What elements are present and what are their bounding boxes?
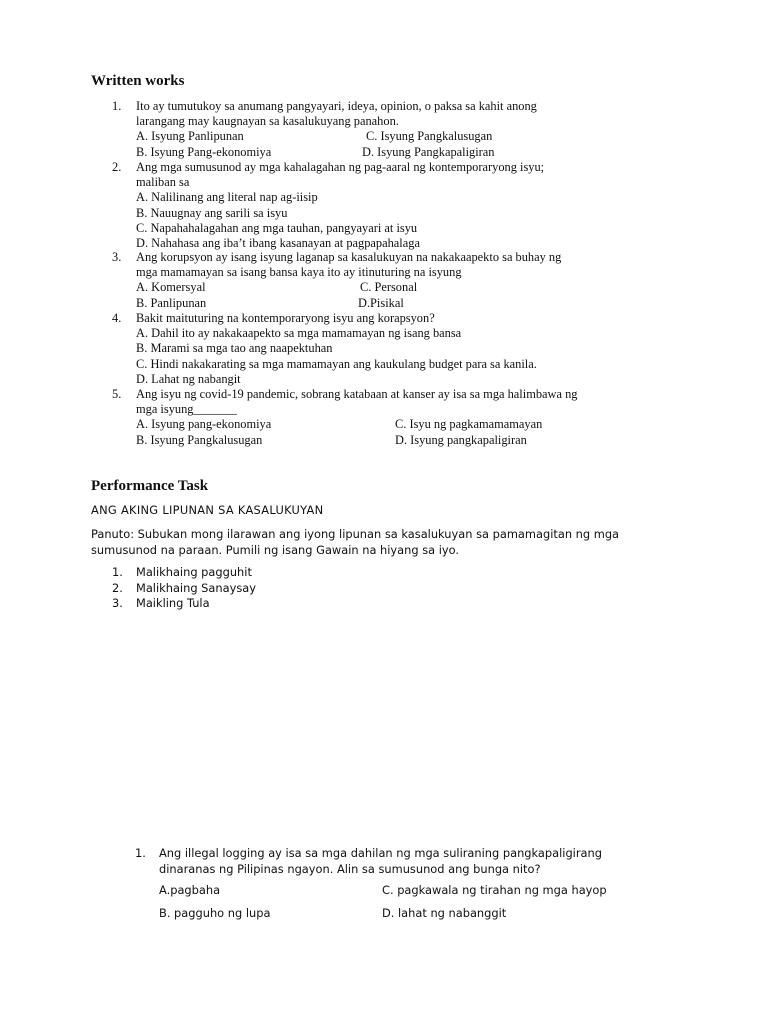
option-a: A.pagbaha (159, 883, 221, 897)
task-number: 1. (112, 565, 123, 579)
panuto-line: sumusunod na paraan. Pumili ng isang Gawain na hiyang sa iyo. (91, 542, 460, 557)
task-text: Malikhaing pagguhit (136, 565, 252, 579)
option-d: D. Isyung pangkapaligiran (395, 432, 527, 447)
option-row (136, 145, 672, 160)
question-3 (112, 250, 672, 311)
list-item (112, 565, 512, 581)
question-stem-line: maliban sa (136, 175, 190, 190)
question-number: 1. (112, 99, 122, 113)
question-stem-line: Ang korupsyon ay isang isyung laganap sa kasalukuyan na nakakaapekto sa buhay ng (136, 250, 562, 264)
question-stem-line: Bakit maituturing na kontemporaryong isyu ang korapsyon? (136, 311, 435, 325)
option-c: C. Isyu ng pagkamamamayan (395, 417, 543, 432)
option-c: C. Personal (360, 280, 418, 295)
task-text: Maikling Tula (136, 596, 210, 611)
task-list (112, 565, 512, 612)
option-row (136, 236, 672, 251)
question-stem-line: dinaranas ng Pilipinas ngayon. Alin sa sumusunod ang bunga nito? (159, 862, 541, 876)
question-stem (136, 250, 672, 280)
option-row (136, 372, 672, 387)
option-row (136, 326, 672, 341)
option-row (136, 280, 672, 295)
option-a: A. Isyung Panlipunan (136, 129, 244, 144)
question-number: 5. (112, 387, 122, 401)
option-b: B. Isyung Pang-ekonomiya (136, 144, 272, 159)
option-b: B. Isyung Pangkalusugan (136, 432, 263, 447)
option-row (136, 417, 672, 432)
option-b: B. Panlipunan (136, 295, 207, 310)
option-row (136, 357, 672, 372)
option-d: D.Pisikal (358, 295, 404, 310)
question-4 (112, 311, 672, 387)
question-stem-line: Ito ay tumutukoy sa anumang pangyayari, ideya, opinion, o paksa sa kahit anong (136, 99, 537, 113)
written-works-heading: Written works (91, 73, 185, 89)
option-b: B. Marami sa mga tao ang naapektuhan (136, 341, 333, 356)
option-a: A. Dahil ito ay nakakaapekto sa mga mamamayan ng isang bansa (136, 326, 462, 341)
option-row (159, 883, 659, 899)
question-stem-line: mga mamamayan sa isang bansa kaya ito ay itinuturing na isyung (136, 265, 462, 280)
task-number: 2. (112, 580, 123, 595)
panuto-instructions (91, 527, 691, 558)
question-stem-line: Ang isyu ng covid-19 pandemic, sobrang katabaan at kanser ay isa sa mga halimbawa ng (136, 387, 578, 401)
option-c: C. Hindi nakakarating sa mga mamamayan ang kaukulang budget para sa kanila. (136, 356, 537, 371)
question-1 (112, 99, 672, 160)
question-number: 2. (112, 160, 122, 174)
question-stem (136, 160, 672, 190)
option-a: A. Komersyal (136, 280, 206, 295)
option-row (136, 341, 672, 356)
list-item (112, 581, 512, 597)
question-5 (112, 387, 672, 448)
option-row (136, 433, 672, 448)
option-b: B. pagguho ng lupa (159, 906, 271, 920)
option-row (136, 296, 672, 311)
option-row (136, 206, 672, 221)
option-c: C. pagkawala ng tirahan ng mga hayop (382, 883, 607, 897)
option-b: B. Nauugnay ang sarili sa isyu (136, 205, 288, 220)
option-a: A. Nalilinang ang literal nap ag-iisip (136, 190, 318, 205)
option-c: C. Napahahalagahan ang mga tauhan, pangyayari at isyu (136, 220, 418, 235)
option-d: D. lahat ng nabanggit (382, 906, 507, 920)
option-c: C. Isyung Pangkalusugan (366, 129, 493, 144)
option-d: D. Nahahasa ang iba’t ibang kasanayan at pagpapahalaga (136, 235, 420, 250)
option-row (136, 221, 672, 236)
task-number: 3. (112, 596, 123, 611)
question-stem (136, 311, 672, 326)
performance-task-title: ANG AKING LIPUNAN SA KASALUKUYAN (91, 503, 324, 517)
question-stem-line: larangang may kaugnayan sa kasalukuyang panahon. (136, 114, 399, 129)
option-d: D. Lahat ng nabangit (136, 371, 241, 386)
option-row (136, 190, 672, 205)
question-stem-line: Ang mga sumusunod ay mga kahalagahan ng pag-aaral ng kontemporaryong isyu; (136, 160, 545, 174)
panuto-line: Panuto: Subukan mong ilarawan ang iyong lipunan sa kasalukuyan sa pamamagitan ng mga (91, 527, 620, 541)
question-stem (136, 387, 672, 417)
question-stem-line: Ang illegal logging ay isa sa mga dahilan ng mga suliraning pangkapaligirang (159, 846, 602, 860)
option-row (159, 906, 659, 922)
question-number: 1. (135, 846, 146, 860)
question-stem (136, 99, 672, 129)
task-text: Malikhaing Sanaysay (136, 580, 256, 595)
list-item (112, 596, 512, 612)
option-row (136, 129, 672, 144)
bottom-question (135, 845, 655, 877)
question-stem (159, 845, 655, 877)
performance-task-heading: Performance Task (91, 478, 209, 494)
question-number: 3. (112, 250, 122, 264)
question-number: 4. (112, 311, 122, 325)
option-a: A. Isyung pang-ekonomiya (136, 417, 272, 432)
question-stem-line: mga isyung_______ (136, 402, 237, 417)
option-d: D. Isyung Pangkapaligiran (362, 144, 495, 159)
question-2 (112, 160, 672, 251)
